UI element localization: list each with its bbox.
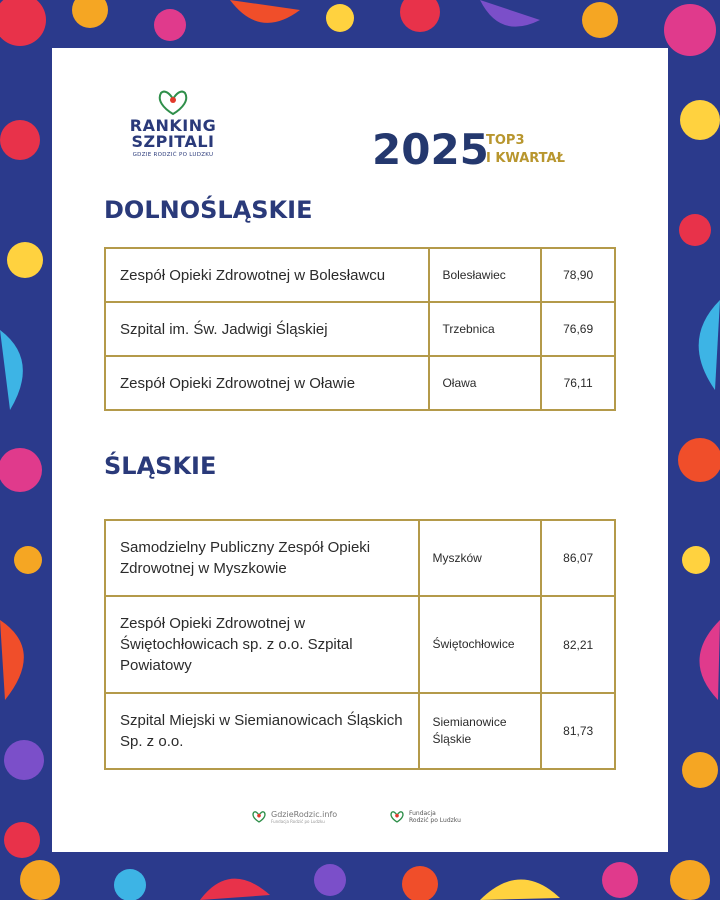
ranking-year: 2025	[372, 125, 489, 174]
ranking-table-dolnoslaskie	[104, 247, 616, 411]
heart-leaves-icon	[153, 90, 193, 116]
ranking-period	[486, 132, 565, 168]
hospital-city: Świętochłowice	[419, 596, 541, 693]
footer-foundation-line2: Rodzić po Ludzku	[409, 817, 461, 824]
table-row	[105, 302, 615, 356]
table-row	[105, 356, 615, 410]
logo-line-1: RANKING	[129, 116, 217, 135]
hospital-name: Samodzielny Publiczny Zespół Opieki Zdrowotnej w Myszkowie	[105, 520, 419, 596]
hospital-score: 78,90	[541, 248, 615, 302]
hospital-city: Myszków	[419, 520, 541, 596]
hospital-name: Szpital Miejski w Siemianowicach Śląskich Sp. z o.o.	[105, 693, 419, 769]
hospital-name: Zespół Opieki Zdrowotnej w Świętochłowicach sp. z o.o. Szpital Powiatowy	[105, 596, 419, 693]
footer-logo-gdzierodzic[interactable]	[250, 810, 337, 824]
heart-leaves-icon	[250, 810, 268, 824]
hospital-name: Szpital im. Św. Jadwigi Śląskiej	[105, 302, 429, 356]
table-row	[105, 693, 615, 769]
hospital-score: 76,11	[541, 356, 615, 410]
hospital-score: 81,73	[541, 693, 615, 769]
ranking-table-slaskie	[104, 519, 616, 770]
hospital-score: 86,07	[541, 520, 615, 596]
hospital-score: 76,69	[541, 302, 615, 356]
quarter-label: I KWARTAŁ	[486, 151, 565, 166]
footer-logo-fundacja[interactable]	[388, 810, 461, 824]
table-row	[105, 248, 615, 302]
heart-leaves-icon	[388, 810, 406, 824]
table-row	[105, 596, 615, 693]
section-title-dolnoslaskie: DOLNOŚLĄSKIE	[104, 196, 313, 224]
hospital-city: Oława	[429, 356, 541, 410]
hospital-name: Zespół Opieki Zdrowotnej w Bolesławcu	[105, 248, 429, 302]
hospital-city: Siemianowice Śląskie	[419, 693, 541, 769]
logo-tagline: GDZIE RODZIĆ PO LUDZKU	[132, 152, 214, 158]
hospital-city: Bolesławiec	[429, 248, 541, 302]
logo-line-2: SZPITALI	[131, 132, 215, 151]
table-row	[105, 520, 615, 596]
footer-site-name: GdzieRodzic.info	[271, 810, 338, 819]
hospital-score: 82,21	[541, 596, 615, 693]
hospital-city: Trzebnica	[429, 302, 541, 356]
ranking-logo	[118, 90, 228, 158]
ranking-card	[52, 48, 668, 852]
top-label: TOP3	[486, 133, 525, 148]
footer-foundation-line1: Fundacja	[409, 810, 436, 817]
hospital-name: Zespół Opieki Zdrowotnej w Oławie	[105, 356, 429, 410]
section-title-slaskie: ŚLĄSKIE	[104, 452, 217, 480]
footer-site-tagline: Fundacja Rodzić po Ludzku	[271, 819, 325, 824]
